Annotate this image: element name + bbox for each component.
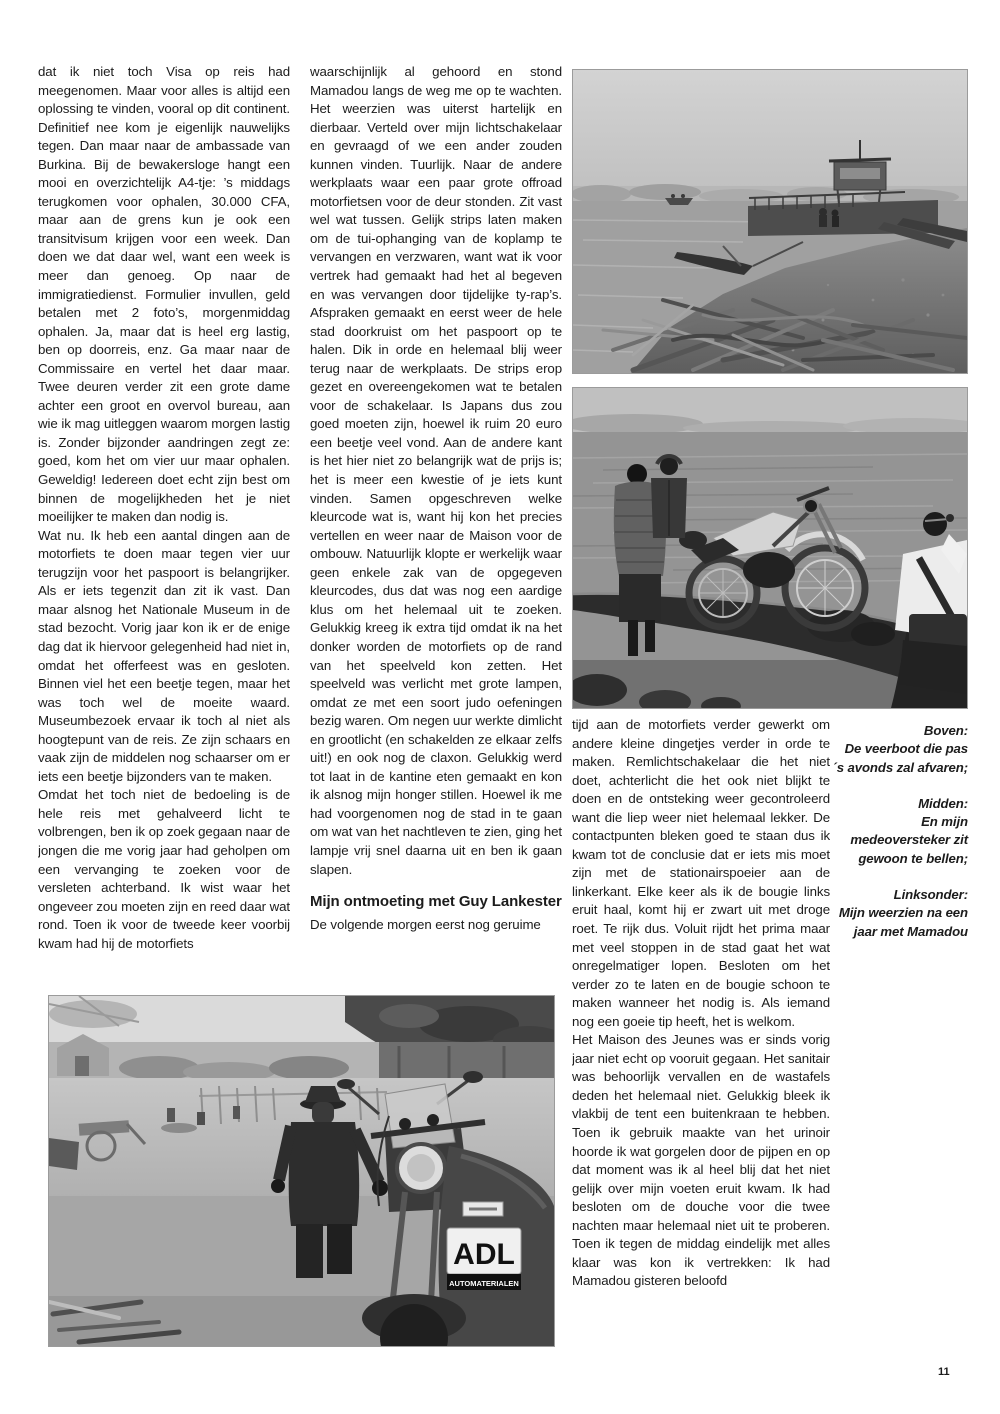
paragraph: Het Maison des Jeunes was er sinds vorig jaar niet echt op vooruit gegaan. Het sanitair was behoorlijk vervallen en de wastafels deden het helemaal niet. Gelukkig bleek ik vlakbij de tent een buitenkraan te hebben. Toen ik gebruik maakte van het urinoir hoorde ik wat gorgelen door de pijpen en op dat moment was ik al heel blij dat het niet gelijk over mijn voeten eruit kwam. Ik had besloten om de douche voor die twee nachten maar helemaal niet uit te proberen. Toen ik tegen de middag eindelijk met alles klaar was kon ik vertrekken: Ik had Mamadou gisteren beloofd [572,1032,830,1289]
automaterialen-sticker-text: AUTOMATERIALEN [449,1279,519,1288]
page-number: 11 [938,1366,950,1378]
photo-pirogue [572,387,968,709]
paragraph: tijd aan de motorfiets verder gewerkt om andere kleine dingetjes verder in orde te maken. Remlichtschakelaar die het niet doet, achterlicht die het ook niet blijkt te doen en de ontsteking weer gecontroleerd want die liep weer niet helemaal lekker. De contactpunten bleken goed te staan dus ik kwam tot de conclusie dat er iets mis moet zijn met de stationairspoeier aan de linkerkant. Elke keer als ik de bougie links eruit haal, komt hij er zwart uit met droge roet. Te rijk dus. Voluit rijdt het prima maar met veel stoppen in de stad gaat het wat onregelmatiger lopen. Besloten om het verder zo te laten en de bougie schoon te maken wanneer het nodig is. Als iemand nog een goeie tip heeft, het is welkom. [572,717,830,1029]
caption-top [830,722,968,777]
photo-mamadou [48,995,555,1347]
caption-text: De veerboot die pas ´s avonds zal afvaren; [832,741,968,775]
paragraph: waarschijnlijk al gehoord en stond Mamadou langs de weg me op te wachten. Het weerzien was uiterst hartelijk en dierbaar. Verteld over mijn lichtschakelaar en gevraagd of we een ander zouden kunnen vinden. Tuurlijk. Naar de andere werkplaats waar een paar grote offroad motorfietsen voor de deur stonden. Zit vast wel wat tussen. Gelijk strips laten maken om de tui-ophanging van de koplamp te vervangen en verzwaren, want wat ik voor vertrek had gemaakt had het al begeven en was vervangen door tijdelijke ty-rap’s. Afspraken gemaakt en eerst weer de hele stad doorkruist om het paspoort op te halen. Dik in orde en helemaal blij weer terug naar de werkplaats. De strips erop gezet en overeengekomen wat te betalen voor de schakelaar. Is Japans dus zou goed moeten zijn, hoewel ik ruim 20 euro een beetje veel vond. Aan de andere kant is het hier niet zo belangrijk wat de prijs is; het is meer een kwestie of je iets kunt vinden. Samen opgeschreven welke kleurcode wat is, want hij kon het precies vertellen en weer naar de Maison voor de ombouw. Natuurlijk klopte er werkelijk waar geen enkele zak van de opgegeven kleurcodes, dus dat was nog een aardige klus om het helemaal uit te zoeken. Gelukkig kreeg ik extra tijd omdat ik na het donker worden de motorfiets op de rand van het speelveld kon zetten. Het speelveld was verlicht met grote lampen, omdat ze met een soort judo oefeningen bezig waren. Om negen uur werkte dimlicht en grootlicht (en schakelden ze elkaar zelfs uit!) en ook nog de claxon. Gelukkig werd tot laat in de kantine eten gemaakt en kon ik alsnog mijn honger stillen. Hoewel ik me had voorgenomen nog de stad in te gaan om wat van het nachtleven te zien, ging het lampje vrij snel daarna uit en ben ik gaan slapen. [310,64,562,877]
caption-middle [830,795,968,868]
mamadou-illustration [49,996,554,1346]
caption-label: Linksonder: [893,887,968,903]
caption-label: Midden: [918,795,968,811]
ferry-illustration [573,70,967,373]
adl-sticker-text: ADL [453,1238,515,1271]
paragraph: De volgende morgen eerst nog geruime [310,916,541,932]
caption-text: En mijn medeoversteker zit gewoon te bellen; [850,814,968,866]
caption-label: Boven: [923,723,968,738]
caption-bottom [830,886,968,941]
paragraph: Wat nu. Ik heb een aantal dingen aan de motorfiets te doen maar tegen vier uur terugzijn voor het paspoort is belangrijker. Als er iets tegenzit dan zit ik vast. Dan maar alsnog het Nationale Museum in de stad bezocht. Vorig jaar kon ik er de enige dag dat ik hiervoor gelegenheid had niet in, omdat het offerfeest was en gesloten. Binnen viel het een beetje tegen, maar het was toch wel de moeite waard. Museumbezoek ervaar ik toch al niet als hoogtepunt van de reis. Ze zijn schaars en vaak zijn de middelen nog schaarser om er iets een beetje bijzonders van te maken. [38,527,290,784]
pirogue-illustration [573,388,967,708]
text-column-2 [310,63,562,985]
text-column-1 [38,63,290,989]
paragraph: dat ik niet toch Visa op reis had meegenomen. Maar voor alles is altijd een oplossing te vinden, vooral op dit continent. Definitief nee kom je eigenlijk nauwelijks tegen. Dan maar naar de ambassade van Burkina. Bij de bewakersloge hangt een mooi en overzichtelijk A4-tje: ’s middags terugkomen voor ophalen, 30.000 CFA, maar aan de grens kun je ook een transitvisum krijgen voor een week. Dan doen we dat daar wel, want een week is meer dan genoeg. Op naar de immigratiedienst. Formulier invullen, geld betalen met 2 foto’s, morgenmiddag ophalen. Ja, maar dat is heel erg lastig, ben op doorreis, enz. Ga maar naar de Commissaire en vertel het daar maar. Twee deuren verder zit een grote dame achter een groot en overvol bureau, aan wie ik mag uitleggen waarom morgen lastig is. Zonder bijzonder aandringen zegt ze: goed, kom het om vier uur maar ophalen. Geweldig! Iedereen doet echt zijn best om binnen de mogelijkheden het je niet moeilijker te maken dan nodig is. [38,64,290,525]
paragraph: Omdat het toch niet de bedoeling is de hele reis met gehalveerd licht te volbrengen, ben ik op zoek gegaan naar de jongen die me vorig jaar had geholpen om een vervanging te zoeken voor de versleten achterband. Ik wist waar het ongeveer zou moeten zijn en reed daar wat rond. Toen ik voor de tweede keer voorbij kwam had hij de motorfiets [38,787,290,951]
caption-text: Mijn weerzien na een jaar met Mamadou [838,905,968,939]
section-heading: Mijn ontmoeting met Guy Lankester [310,893,562,911]
text-column-3 [572,716,830,1356]
photo-captions [830,722,968,959]
photo-ferry [572,69,968,374]
